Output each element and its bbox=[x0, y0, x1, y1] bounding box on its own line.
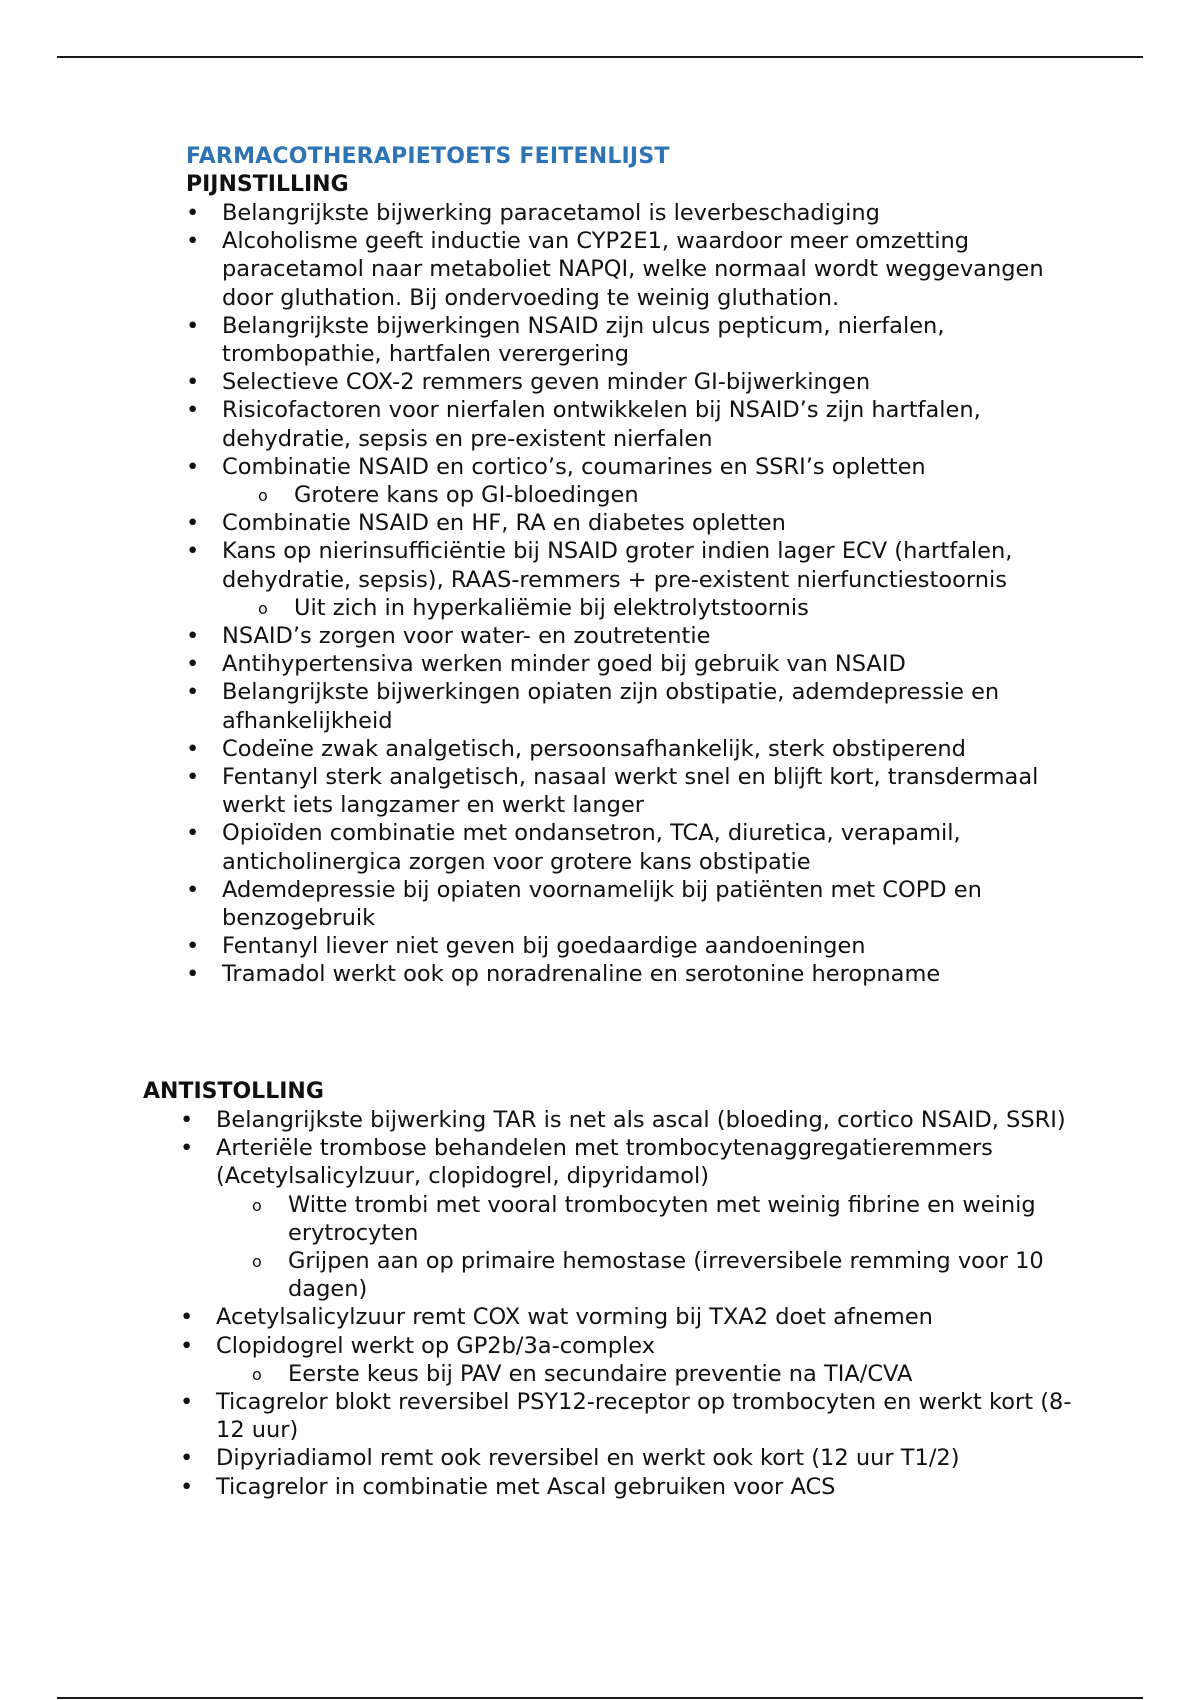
document-title: FARMACOTHERAPIETOETS FEITENLIJST bbox=[186, 144, 670, 169]
list-item bbox=[186, 932, 1066, 960]
list-item-text: Arteriële trombose behandelen met trombocytenaggregatieremmers (Acetylsalicylzuur, clopidogrel, dipyridamol) bbox=[216, 1135, 993, 1190]
antistolling-list bbox=[180, 1106, 1080, 1501]
list-item bbox=[180, 1388, 1080, 1444]
list-item-text: Combinatie NSAID en HF, RA en diabetes opletten bbox=[222, 510, 786, 537]
section-heading-pijnstilling: PIJNSTILLING bbox=[186, 172, 349, 197]
list-item bbox=[186, 876, 1066, 932]
list-item bbox=[186, 227, 1066, 312]
sub-list bbox=[222, 594, 1066, 622]
list-item-text: Fentanyl liever niet geven bij goedaardige aandoeningen bbox=[222, 933, 866, 960]
list-item bbox=[186, 735, 1066, 763]
list-item bbox=[186, 312, 1066, 368]
list-item-text: Selectieve COX-2 remmers geven minder GI-bijwerkingen bbox=[222, 369, 871, 396]
pijnstilling-list bbox=[186, 199, 1066, 989]
list-item-text: Belangrijkste bijwerkingen opiaten zijn obstipatie, ademdepressie en afhankelijkheid bbox=[222, 679, 1000, 734]
sub-list-item: o Witte trombi met vooral trombocyten met weinig fibrine en weinig erytrocyten bbox=[252, 1191, 1080, 1247]
list-item-text: Tramadol werkt ook op noradrenaline en serotonine heropname bbox=[222, 961, 941, 988]
list-item-text: Ticagrelor blokt reversibel PSY12-receptor op trombocyten en werkt kort (8-12 uur) bbox=[216, 1389, 1072, 1444]
list-item bbox=[186, 763, 1066, 819]
list-item-text: Belangrijkste bijwerking TAR is net als ascal (bloeding, cortico NSAID, SSRI) bbox=[216, 1107, 1066, 1133]
list-item bbox=[186, 396, 1066, 452]
list-item-text: Belangrijkste bijwerking paracetamol is leverbeschadiging bbox=[222, 200, 880, 226]
sub-list bbox=[216, 1191, 1080, 1304]
list-item-text: Acetylsalicylzuur remt COX wat vorming bij TXA2 doet afnemen bbox=[216, 1304, 933, 1331]
header-rule bbox=[57, 56, 1143, 58]
list-item-text: Ticagrelor in combinatie met Ascal gebruiken voor ACS bbox=[216, 1473, 836, 1500]
sub-list bbox=[216, 1360, 1080, 1388]
list-item-text: NSAID’s zorgen voor water- en zoutretentie bbox=[222, 623, 711, 650]
section-heading-antistolling: ANTISTOLLING bbox=[143, 1079, 324, 1104]
sub-list bbox=[222, 481, 1066, 509]
list-item bbox=[186, 622, 1066, 650]
sub-list-item: o Eerste keus bij PAV en secundaire preventie na TIA/CVA bbox=[252, 1360, 1080, 1388]
list-item-text: Kans op nierinsufficiëntie bij NSAID groter indien lager ECV (hartfalen, dehydratie, sepsis), RAAS-remmers + pre-existent nierfunctiestoornis bbox=[222, 538, 1013, 593]
list-item bbox=[180, 1444, 1080, 1472]
list-item-text: Fentanyl sterk analgetisch, nasaal werkt snel en blijft kort, transdermaal werkt iets langzamer en werkt langer bbox=[222, 764, 1039, 819]
sub-list-item: o Grotere kans op GI-bloedingen bbox=[258, 481, 1066, 509]
list-item bbox=[186, 509, 1066, 537]
list-item-text: Belangrijkste bijwerkingen NSAID zijn ulcus pepticum, nierfalen, trombopathie, hartfalen verergering bbox=[222, 312, 945, 368]
list-item-text: Opioïden combinatie met ondansetron, TCA, diuretica, verapamil, anticholinergica zorgen voor grotere kans obstipatie bbox=[222, 820, 961, 875]
list-item-text: Risicofactoren voor nierfalen ontwikkelen bij NSAID’s zijn hartfalen, dehydratie, sepsis en pre-existent nierfalen bbox=[222, 397, 981, 452]
list-item bbox=[186, 650, 1066, 678]
list-item bbox=[180, 1473, 1080, 1501]
list-item-text: Clopidogrel werkt op GP2b/3a-complex bbox=[216, 1332, 656, 1359]
footer-rule bbox=[57, 1697, 1143, 1699]
list-item bbox=[180, 1303, 1080, 1331]
list-item-text: Codeïne zwak analgetisch, persoonsafhankelijk, sterk obstiperend bbox=[222, 735, 966, 762]
list-item bbox=[186, 368, 1066, 396]
list-item bbox=[180, 1332, 1080, 1388]
list-item bbox=[186, 537, 1066, 622]
list-item bbox=[186, 199, 1066, 227]
list-item bbox=[186, 819, 1066, 875]
list-item bbox=[186, 960, 1066, 988]
list-item-text: Combinatie NSAID en cortico’s, coumarines en SSRI’s opletten bbox=[222, 453, 926, 480]
list-item-text: Dipyriadiamol remt ook reversibel en werkt ook kort (12 uur T1/2) bbox=[216, 1445, 960, 1472]
list-item bbox=[180, 1106, 1080, 1134]
sub-list-item: o Grijpen aan op primaire hemostase (irreversibele remming voor 10 dagen) bbox=[252, 1247, 1080, 1303]
sub-list-item: o Uit zich in hyperkaliëmie bij elektrolytstoornis bbox=[258, 594, 1066, 622]
list-item bbox=[186, 678, 1066, 734]
list-item-text: Antihypertensiva werken minder goed bij gebruik van NSAID bbox=[222, 651, 906, 678]
list-item-text: Alcoholisme geeft inductie van CYP2E1, waardoor meer omzetting paracetamol naar metaboliet NAPQI, welke normaal wordt weggevangen door gluthation. Bij ondervoeding te weinig gluthation. bbox=[222, 228, 1044, 311]
list-item-text: Ademdepressie bij opiaten voornamelijk bij patiënten met COPD en benzogebruik bbox=[222, 876, 982, 932]
list-item bbox=[180, 1134, 1080, 1303]
list-item bbox=[186, 453, 1066, 509]
